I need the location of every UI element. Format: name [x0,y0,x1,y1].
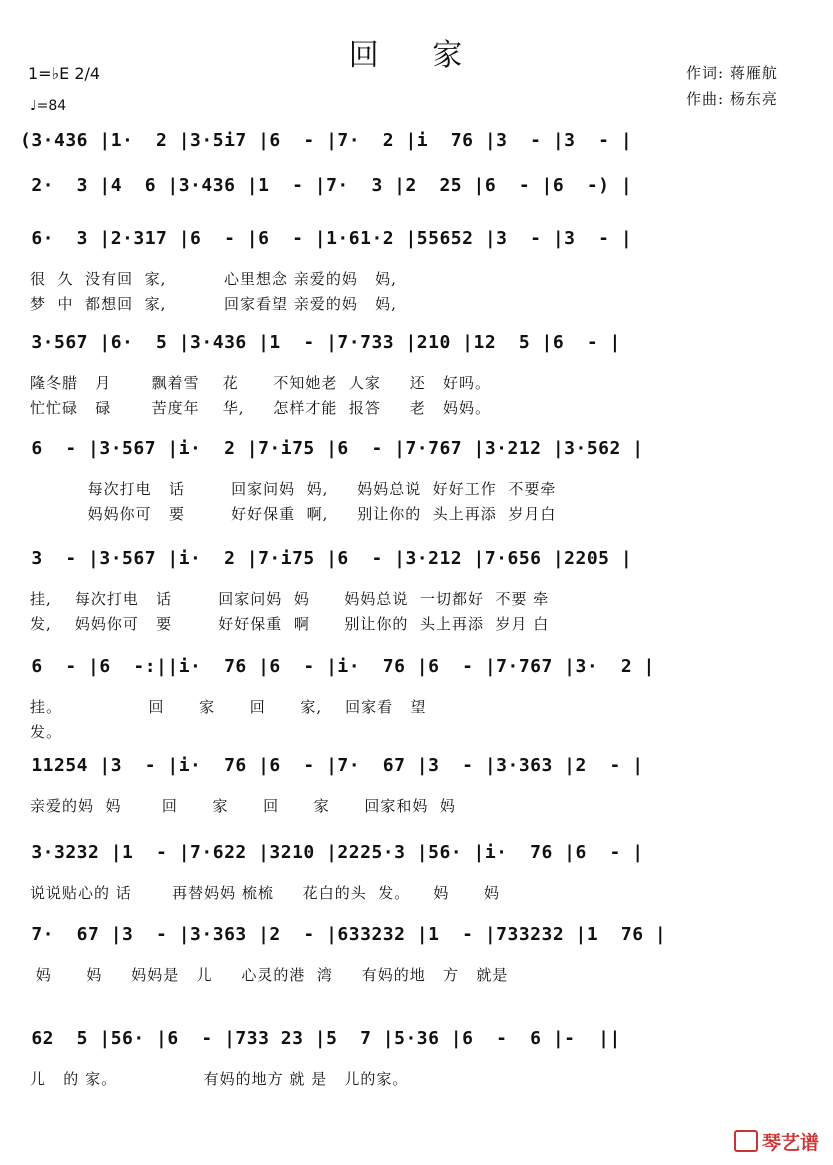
lyric-line: 很 久 没有回 家, 心里想念 亲爱的妈 妈, [30,270,397,288]
lyric-line: 亲爱的妈 妈 回 家 回 家 回家和妈 妈 [30,797,456,815]
lyric-line: 梦 中 都想回 家, 回家看望 亲爱的妈 妈, [30,295,397,313]
key-signature: 1=♭E 2/4 [28,64,101,83]
watermark-text: 琴艺谱 [761,1132,819,1154]
song-title: 回 家 [348,38,485,73]
logo-icon [734,1130,758,1152]
notation-row: 6· 3 |2·317 |6 - |6 - |1·61·2 |55652 |3 - |3 - | [20,228,633,249]
lyric-line: 儿 的 家。 有妈的地方 就 是 儿的家。 [30,1070,409,1088]
notation-row: (3·436 |1· 2 |3·5i7 |6 - |7· 2 |i 76 |3 - |3 - | [20,130,633,151]
lyric-line: 挂。 回 家 回 家, 回家看 望 [30,698,427,716]
notation-row: 7· 67 |3 - |3·363 |2 - |633232 |1 - |733232 |1 76 | [20,924,667,945]
notation-row: 11254 |3 - |i· 76 |6 - |7· 67 |3 - |3·363 |2 - | [20,755,644,776]
lyric-line: 说说贴心的 话 再替妈妈 梳梳 花白的头 发。 妈 妈 [30,884,500,902]
lyric-line: 每次打电 话 回家问妈 妈, 妈妈总说 好好工作 不要牵 [30,480,557,498]
notation-row: 6 - |6 -:||i· 76 |6 - |i· 76 |6 - |7·767 |3· 2 | [20,656,655,677]
lyric-line: 妈妈你可 要 好好保重 啊, 别让你的 头上再添 岁月白 [30,505,557,523]
notation-row: 3·567 |6· 5 |3·436 |1 - |7·733 |210 |12 5 |6 - | [20,332,621,353]
lyric-line: 忙忙碌 碌 苦度年 华, 怎样才能 报答 老 妈妈。 [30,399,492,417]
lyric-line: 挂, 每次打电 话 回家问妈 妈 妈妈总说 一切都好 不要 牵 [30,590,550,608]
notation-row: 2· 3 |4 6 |3·436 |1 - |7· 3 |2 25 |6 - |6 -) | [20,175,633,196]
notation-row: 62 5 |56· |6 - |733 23 |5 7 |5·36 |6 - 6 |- || [20,1028,621,1049]
lyric-line: 发。 [30,723,63,741]
lyric-line: 妈 妈 妈妈是 儿 心灵的港 湾 有妈的地 方 就是 [30,966,509,984]
watermark-logo [734,1128,819,1155]
lyric-line: 隆冬腊 月 飘着雪 花 不知她老 人家 还 好吗。 [30,374,492,392]
notation-row: 3 - |3·567 |i· 2 |7·i75 |6 - |3·212 |7·656 |2205 | [20,548,633,569]
tempo-marking: ♩=84 [30,98,67,114]
lyricist-credit: 作词: 蒋雁航 [686,64,778,82]
notation-row: 6 - |3·567 |i· 2 |7·i75 |6 - |7·767 |3·212 |3·562 | [20,438,644,459]
lyric-line: 发, 妈妈你可 要 好好保重 啊 别让你的 头上再添 岁月 白 [30,615,550,633]
composer-credit: 作曲: 杨东亮 [686,90,778,108]
notation-row: 3·3232 |1 - |7·622 |3210 |2225·3 |56· |i· 76 |6 - | [20,842,644,863]
